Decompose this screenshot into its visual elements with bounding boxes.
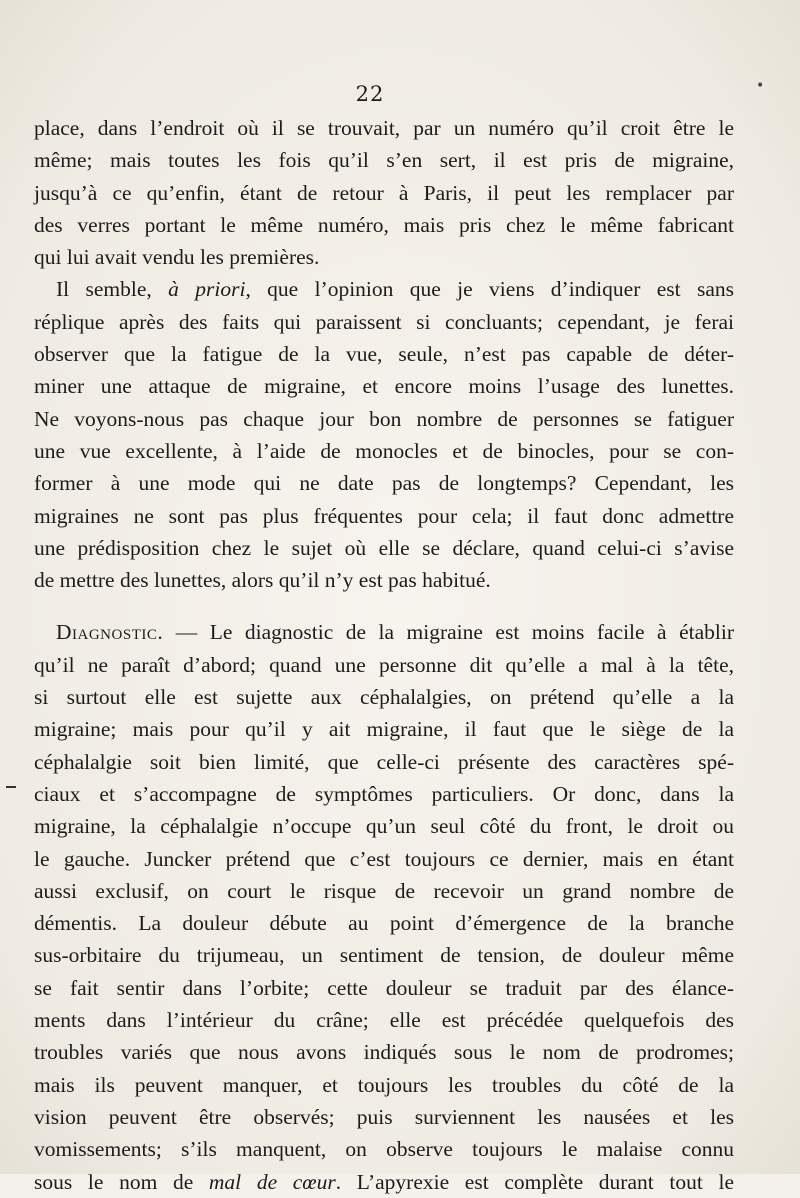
text-fragment: Il semble,: [56, 277, 169, 302]
italic-phrase: à priori: [168, 277, 246, 302]
text-line: céphalalgie soit bien limité, que celle-ci présente des caractères spé-: [34, 749, 734, 774]
text-line: de mettre des lunettes, alors qu’il n’y est pas habitué.: [34, 568, 491, 593]
text-line: sus-orbitaire du trijumeau, un sentiment de tension, de douleur même: [34, 943, 734, 968]
paragraph-3: [34, 616, 734, 1197]
text-line: migraines ne sont pas plus fréquentes pour cela; il faut donc admettre: [34, 503, 734, 528]
text-line: une vue excellente, à l’aide de monocles et de binocles, pour se con-: [34, 438, 734, 463]
text-line: une prédisposition chez le sujet où elle se déclare, quand celui-ci s’avise: [34, 535, 734, 560]
text-line: se fait sentir dans l’orbite; cette douleur se traduit par des élance-: [34, 975, 734, 1000]
text-line: vomissements; s’ils manquent, on observe toujours le malaise connu: [34, 1137, 734, 1162]
text-line: mais ils peuvent manquer, et toujours les troubles du côté de la: [34, 1072, 734, 1097]
text-line: [34, 1166, 734, 1198]
text-line: le gauche. Juncker prétend que c’est toujours ce dernier, mais en étant: [34, 846, 734, 871]
text-line: place, dans l’endroit où il se trouvait, par un numéro qu’il croit être le: [34, 116, 734, 140]
text-line: migraine, la céphalalgie n’occupe qu’un seul côté du front, le droit ou: [34, 814, 734, 839]
text-line: si surtout elle est sujette aux céphalalgies, on prétend qu’elle a la: [34, 685, 734, 710]
text-line: jusqu’à ce qu’enfin, étant de retour à Paris, il peut les remplacer par: [34, 180, 734, 205]
text-line: observer que la fatigue de la vue, seule, n’est pas capable de déter-: [34, 342, 734, 367]
text-line: former à une mode qui ne date pas de longtemps? Cependant, les: [34, 471, 734, 496]
text-line: aussi exclusif, on court le risque de recevoir un grand nombre de: [34, 878, 734, 903]
text-line: Ne voyons-nous pas chaque jour bon nombre de personnes se fatiguer: [34, 406, 734, 431]
text-line: réplique après des faits qui paraissent si concluants; cependant, je ferai: [34, 309, 734, 334]
text-line: migraine; mais pour qu’il y ait migraine, il faut que le siège de la: [34, 717, 734, 742]
text-line: même; mais toutes les fois qu’il s’en sert, il est pris de migraine,: [34, 148, 734, 173]
text-line: vision peuvent être observés; puis surviennent les nausées et les: [34, 1104, 734, 1129]
text-line: qui lui avait vendu les premières.: [34, 245, 320, 270]
margin-tick-mark: [6, 786, 16, 788]
text-fragment: sous le nom de: [34, 1169, 209, 1194]
text-line: qu’il ne paraît d’abord; quand une personne dit qu’elle a mal à la tête,: [34, 652, 734, 677]
paragraph-2: [34, 273, 734, 596]
text-line: ments dans l’intérieur du crâne; elle est précédée quelquefois des: [34, 1008, 734, 1033]
text-line: ciaux et s’accompagne de symptômes particuliers. Or donc, dans la: [34, 781, 734, 806]
paragraph-gap: [34, 596, 734, 616]
text-line: [34, 273, 734, 305]
text-fragment: , que l’opinion que je viens d’indiquer est sans: [245, 277, 734, 302]
page-number: 22: [355, 82, 385, 106]
heading-dash: —: [163, 620, 210, 645]
corner-ink-mark: •: [756, 78, 765, 94]
text-line: des verres portant le même numéro, mais pris chez le même fabricant: [34, 212, 734, 237]
text-fragment: Le diagnostic de la migraine est moins facile à établir: [209, 620, 735, 645]
text-line: [34, 616, 734, 648]
body-text: [34, 112, 734, 1198]
text-line: miner une attaque de migraine, et encore moins l’usage des lunettes.: [34, 374, 734, 399]
section-heading: Diagnostic.: [56, 620, 164, 645]
text-fragment: . L’apyrexie est complète durant tout le: [335, 1169, 734, 1194]
text-line: troubles variés que nous avons indiqués sous le nom de prodromes;: [34, 1040, 734, 1065]
italic-phrase: mal de cœur: [208, 1169, 336, 1194]
text-line: démentis. La douleur débute au point d’émergence de la branche: [34, 911, 734, 936]
paragraph-1: [34, 112, 734, 273]
